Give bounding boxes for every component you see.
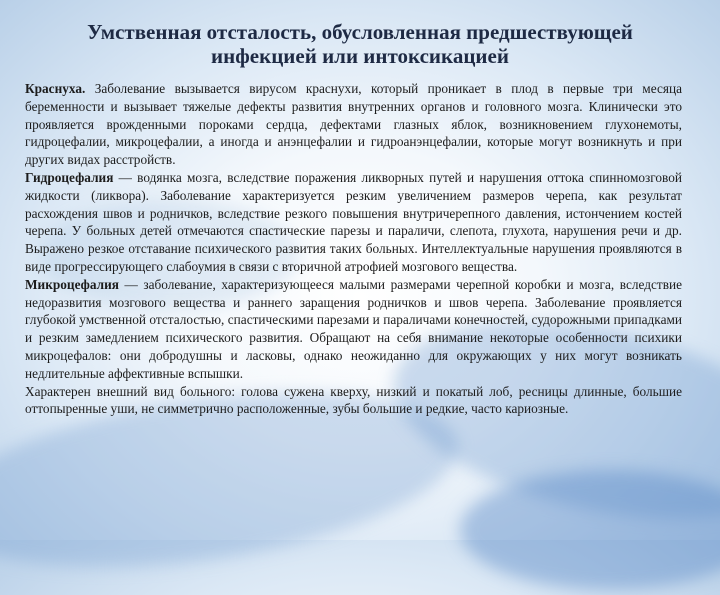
slide-title (20, 20, 700, 68)
paragraph-microcephaly (25, 276, 682, 383)
paragraph-text: Заболевание вызывается вирусом краснухи, который проникает в плод в первые три месяца беременности и вызывает тяжелые дефекты развития внутренних органов и головного мозга. Клинически это проявляется врожденными пороками сердца, дефектами глазных яблок, возникновением глухонемоты, гидроцефалии, микроцефалии, а иногда и анэнцефалии и гидроанэнцефалии, которые могут возникнуть и при других видах расстройств. (25, 81, 682, 168)
slide-title-line-1: Умственная отсталость, обусловленная предшествующей (87, 20, 633, 44)
slide-title-line-2: инфекцией или интоксикацией (211, 44, 509, 68)
paragraph-text: — заболевание, характеризующееся малыми размерами черепной коробки и мозга, вследствие недоразвития мозгового вещества и раннего заращения родничков и швов черепа. Заболевание проявляется глубокой умственной отсталостью, спастическими парезами и параличами конечностей, судорожными припадками и резким замедлением психического развития. Обращают на себя внимание некоторые особенности психики микроцефалов: они добродушны и ласковы, однако неожиданно для окружающих у них могут возникать недлительные аффективные вспышки. (25, 276, 682, 381)
paragraph-appearance (25, 383, 682, 419)
term-microcephaly: Микроцефалия (25, 276, 119, 292)
paragraph-text: Характерен внешний вид больного: голова сужена кверху, низкий и покатый лоб, ресницы длинные, большие оттопыренные уши, не симметрично расположенные, зубы большие и редкие, часто кариозные. (25, 383, 682, 417)
paragraph-text: — водянка мозга, вследствие поражения ликворных путей и нарушения оттока спинномозговой жидкости (ликвора). Заболевание характеризуется резким увеличением размеров черепа, как результат расхождения швов и родничков, вследствие резкого повышения внутричерепного давления, истончением костей черепа. У больных детей отмечаются спастические парезы и параличи, слепота, глухота, нарушения речи и др. Выражено резкое отставание психического развития таких больных. Интеллектуальные нарушения проявляются в виде прогрессирующего слабоумия в связи с вторичной атрофией мозгового вещества. (25, 169, 682, 274)
term-hydrocephaly: Гидроцефалия (25, 169, 114, 185)
background-swoosh (460, 470, 720, 590)
term-rubella: Краснуха. (25, 81, 86, 96)
paragraph-hydrocephaly (25, 169, 682, 276)
slide-body (25, 80, 682, 418)
paragraph-rubella (25, 80, 682, 169)
